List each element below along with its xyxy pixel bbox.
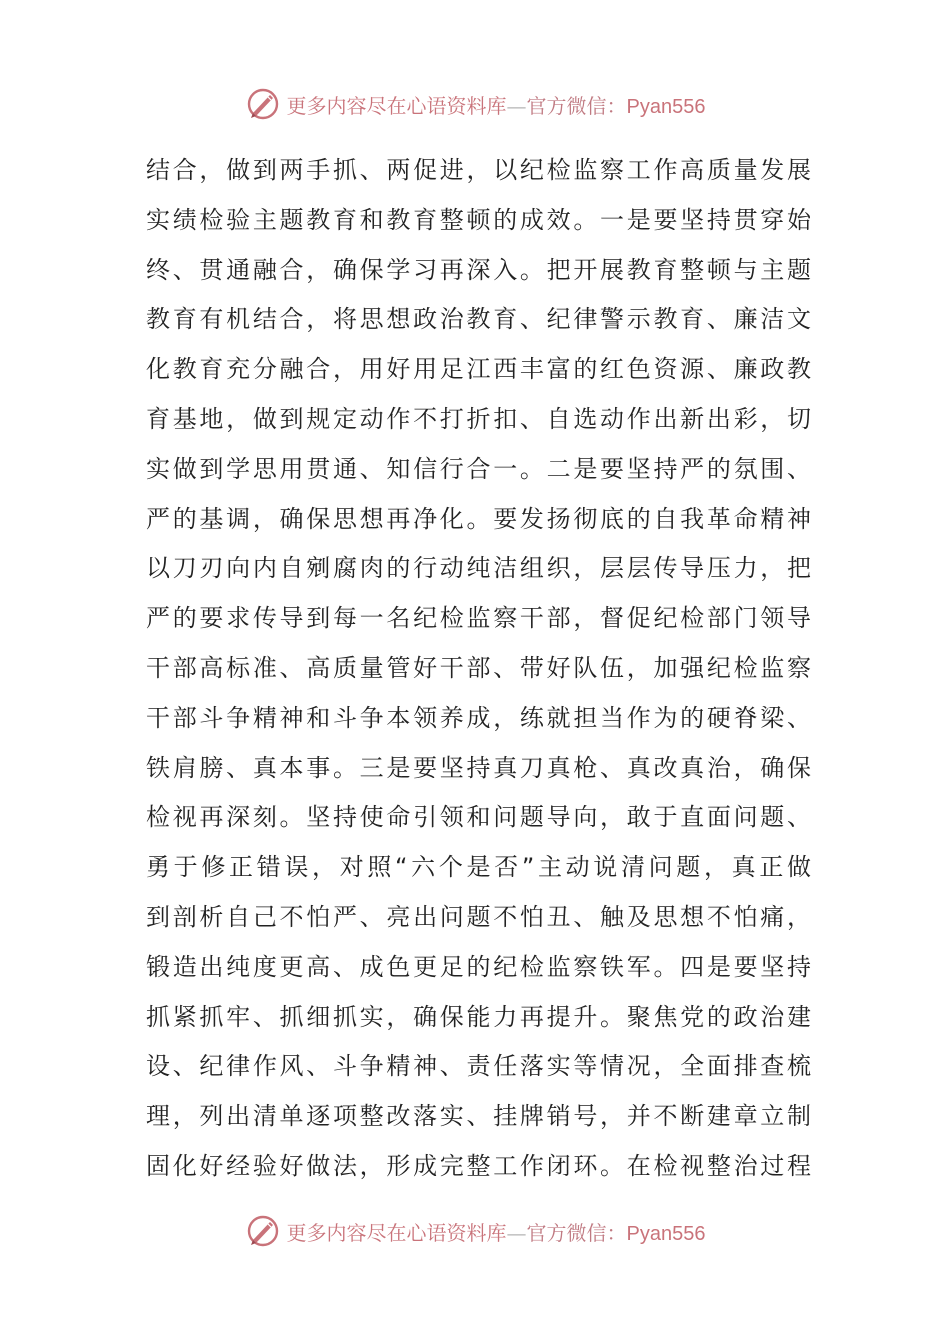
body-line: 检视再深刻。坚持使命引领和问题导向，敢于直面问题、	[146, 803, 811, 832]
footer-wechat-id: Pyan556	[626, 1222, 706, 1245]
body-line: 抓紧抓牢、抓细抓实，确保能力再提升。聚焦党的政治建	[146, 1002, 811, 1031]
body-line: 严的要求传导到每一名纪检监察干部，督促纪检部门领导	[146, 604, 811, 633]
pen-circle-logo-icon	[245, 1213, 281, 1249]
body-line: 到剖析自己不怕严、亮出问题不怕丑、触及思想不怕痛，	[146, 902, 811, 931]
footer-text	[287, 1217, 706, 1246]
header-wechat-id: Pyan556	[626, 95, 706, 118]
header-site-text: 更多内容尽在心语资料库	[286, 93, 507, 118]
footer-banner	[0, 1211, 950, 1251]
document-body	[146, 146, 811, 1192]
body-line: 干部斗争精神和斗争本领养成，练就担当作为的硬脊梁、	[146, 703, 811, 732]
footer-official-text: 官方微信：	[526, 1220, 627, 1245]
body-line: 严的基调，确保思想再净化。要发扬彻底的自我革命精神	[146, 504, 811, 533]
body-line: 固化好经验好做法，形成完整工作闭环。在检视整治过程	[146, 1151, 811, 1180]
body-line: 化教育充分融合，用好用足江西丰富的红色资源、廉政教	[146, 355, 811, 384]
body-line: 育基地，做到规定动作不打折扣、自选动作出新出彩，切	[146, 404, 811, 433]
body-line: 教育有机结合，将思想政治教育、纪律警示教育、廉洁文	[146, 305, 811, 334]
body-line: 以刀刃向内自剜腐肉的行动纯洁组织，层层传导压力，把	[146, 554, 811, 583]
body-line: 实做到学思用贯通、知信行合一。二是要坚持严的氛围、	[146, 454, 811, 483]
body-line: 干部高标准、高质量管好干部、带好队伍，加强纪检监察	[146, 653, 811, 682]
body-line: 结合，做到两手抓、两促进，以纪检监察工作高质量发展	[146, 156, 811, 184]
body-line: 设、纪律作风、斗争精神、责任落实等情况，全面排查梳	[146, 1052, 811, 1081]
body-line: 锻造出纯度更高、成色更足的纪检监察铁军。四是要坚持	[146, 952, 811, 981]
header-dash: —	[506, 93, 527, 118]
header-banner	[0, 84, 950, 124]
body-line: 理，列出清单逐项整改落实、挂牌销号，并不断建章立制	[146, 1102, 811, 1131]
body-line: 终、贯通融合，确保学习再深入。把开展教育整顿与主题	[146, 255, 811, 284]
header-official-text: 官方微信：	[526, 93, 627, 118]
header-text	[287, 90, 706, 119]
footer-site-text: 更多内容尽在心语资料库	[286, 1220, 507, 1245]
footer-dash: —	[506, 1220, 527, 1245]
body-line: 实绩检验主题教育和教育整顿的成效。一是要坚持贯穿始	[146, 205, 811, 234]
body-line: 勇于修正错误，对照“六个是否”主动说清问题，真正做	[146, 853, 811, 882]
body-line: 铁肩膀、真本事。三是要坚持真刀真枪、真改真治，确保	[146, 753, 811, 782]
pen-circle-logo-icon	[245, 86, 281, 122]
